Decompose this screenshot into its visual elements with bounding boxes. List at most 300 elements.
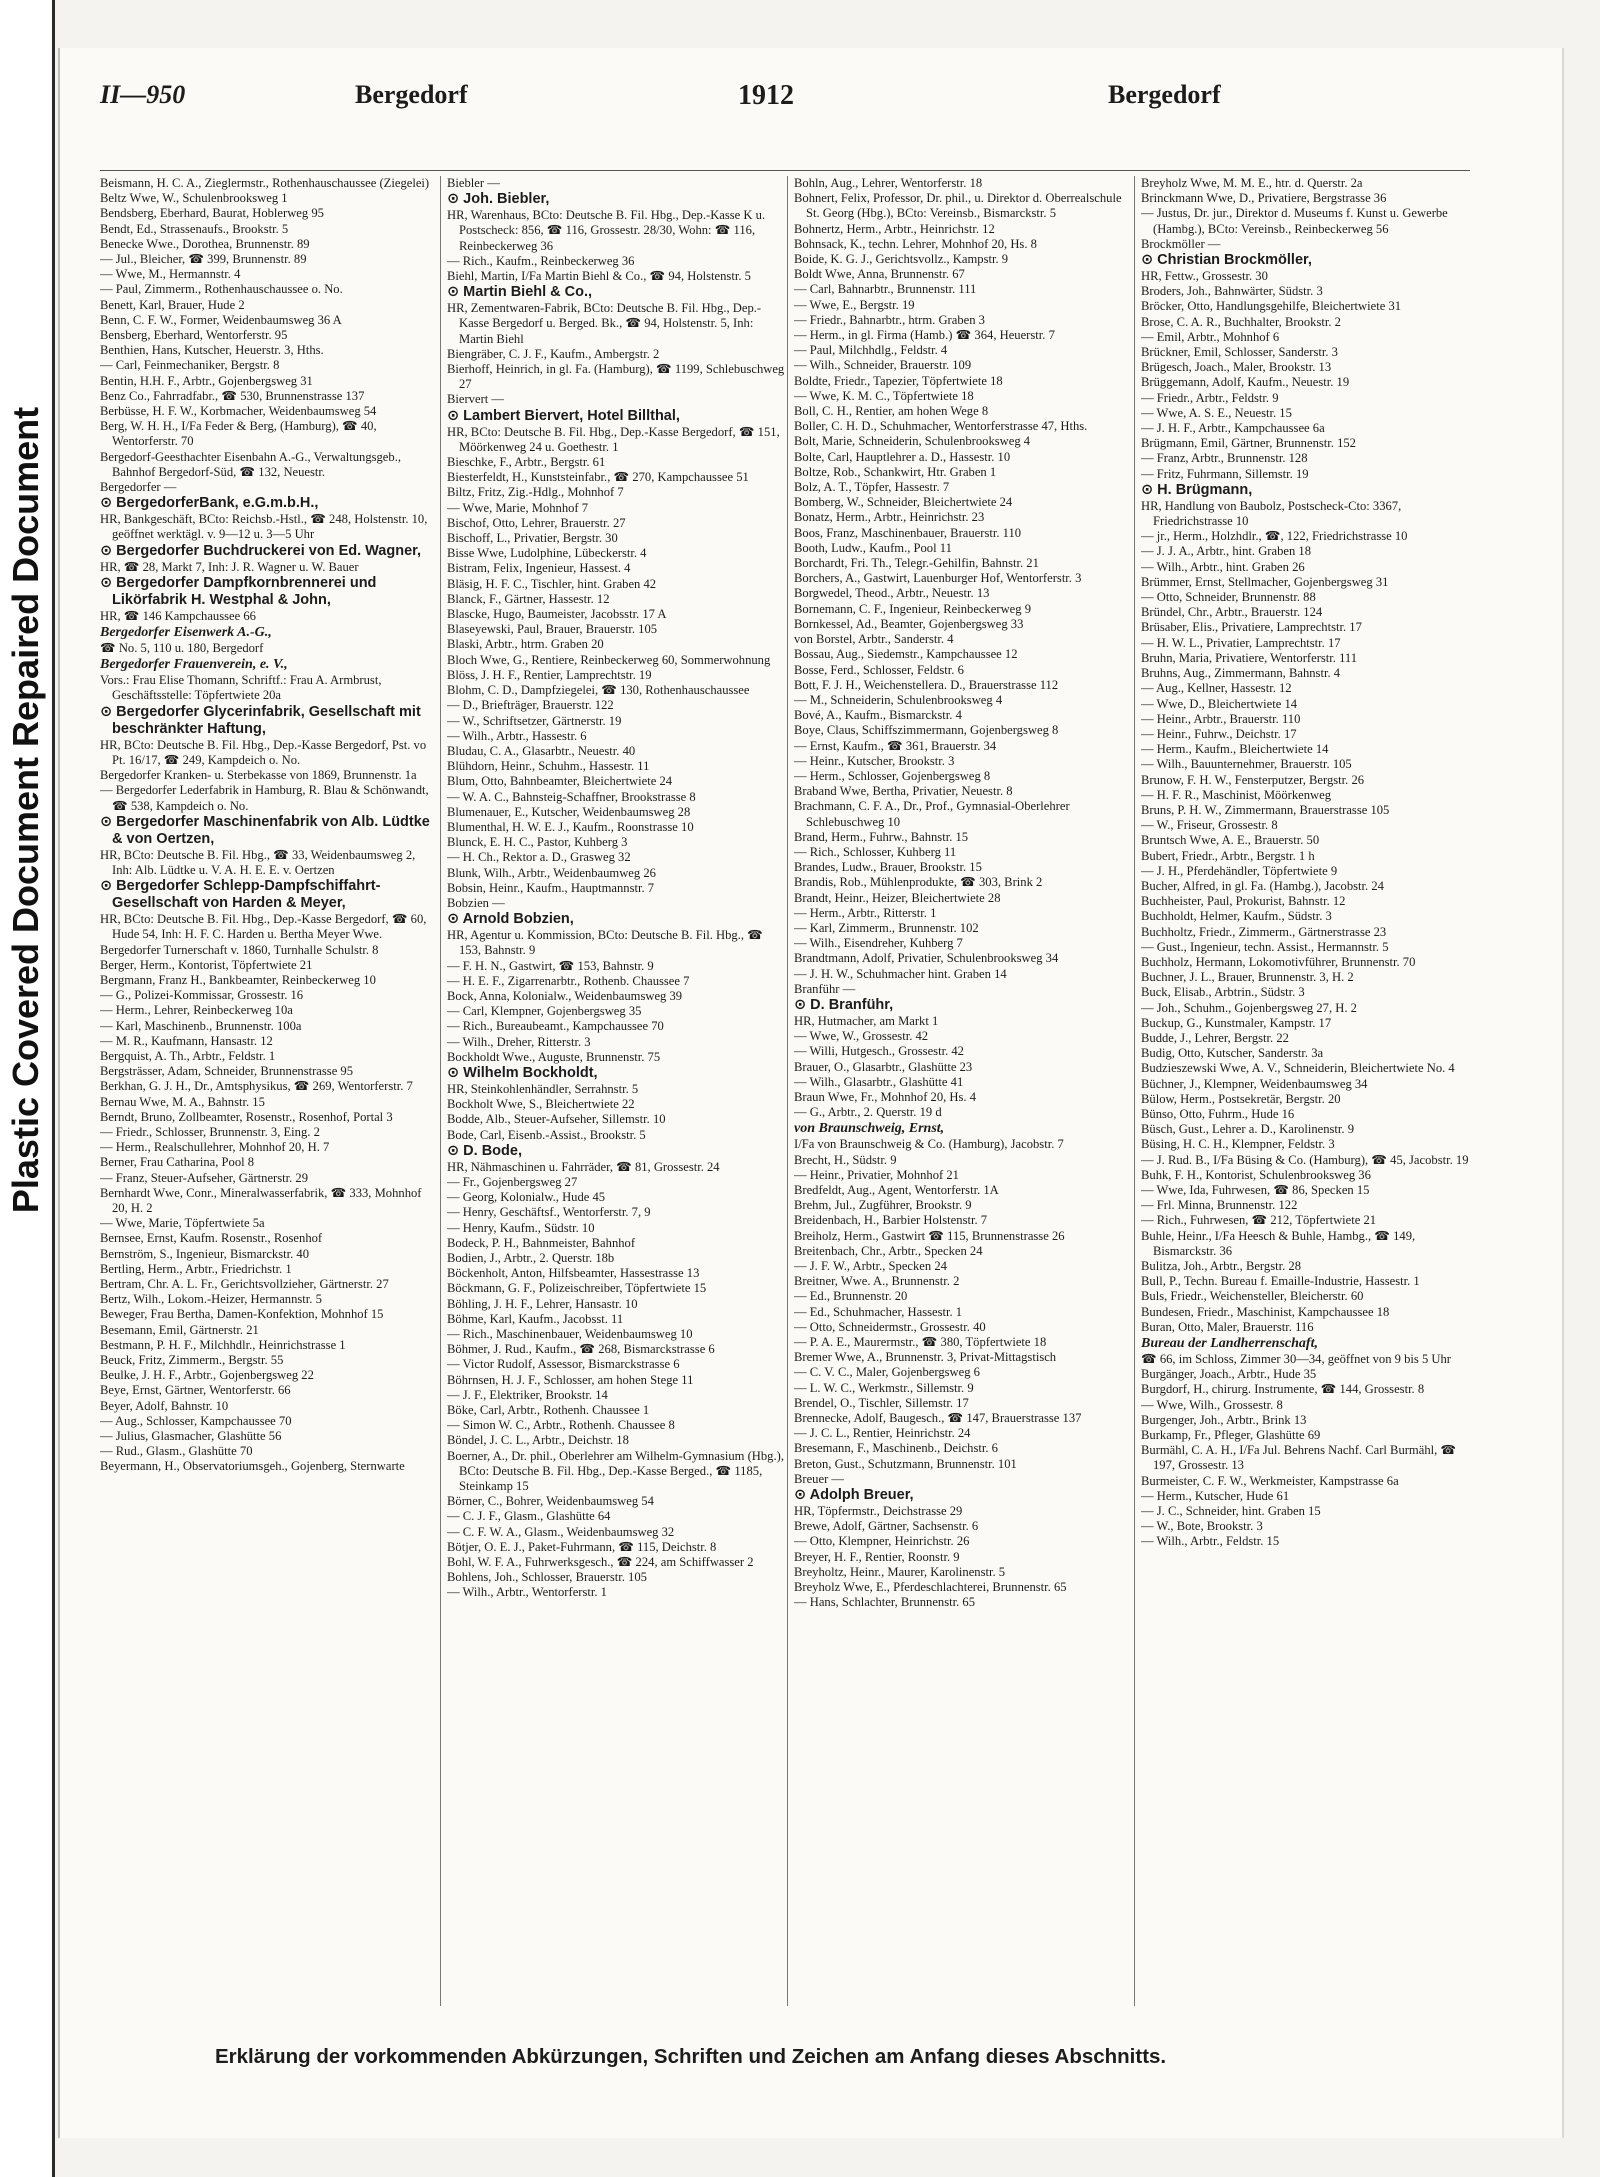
directory-entry: Bobsin, Heinr., Kaufm., Hauptmannstr. 7 [447,880,655,895]
directory-entry: — Joh., Schuhm., Gojenbergsweg 27, H. 2 [1141,1000,1357,1015]
directory-entry: Burkamp, Fr., Pfleger, Glashütte 69 [1141,1428,1321,1443]
directory-entry: Böhmer, J. Rud., Kaufm., ☎ 268, Bismarckstrasse 6 [447,1342,715,1357]
directory-entry: Bresemann, F., Maschinenb., Deichstr. 6 [794,1441,998,1456]
directory-entry: Büchner, J., Klempner, Weidenbaumsweg 34 [1141,1076,1368,1091]
directory-entry: Bruhn, Maria, Privatiere, Wentorferstr. 111 [1141,650,1358,665]
directory-entry: — Heinr., Arbtr., Brauerstr. 110 [1141,711,1301,726]
directory-entry: — J. Rud. B., I/Fa Büsing & Co. (Hamburg), ☎ 45, Jacobstr. 19 [1141,1152,1469,1167]
column-1 [100,176,441,2006]
directory-entry: Bötjer, O. E. J., Paket-Fuhrmann, ☎ 115, Deichstr. 8 [447,1539,717,1554]
directory-entry: Berg, W. H. H., I/Fa Feder & Berg, (Hamburg), ☎ 40, Wentorferstr. 70 [100,419,377,449]
directory-entry: — Wilh., Dreher, Ritterstr. 3 [447,1034,591,1049]
directory-entry: Bruntsch Wwe, A. E., Brauerstr. 50 [1141,833,1320,848]
directory-entry: HR, Bankgeschäft, BCto: Reichsb.-Hstl., ☎ 248, Holstenstr. 10, geöffnet werktägl. v. 9—12 u. 3—5 Uhr [100,512,428,542]
directory-entry: Bredfeldt, Aug., Agent, Wentorferstr. 1A [794,1183,999,1197]
directory-entry: Bergquist, A. Th., Arbtr., Feldstr. 1 [100,1048,276,1063]
directory-entry: — W., Friseur, Grossestr. 8 [1141,818,1278,833]
directory-entry: Bolt, Marie, Schneiderin, Schulenbrooksweg 4 [794,434,1031,449]
directory-entry: Biehl, Martin, I/Fa Martin Biehl & Co., ☎ 94, Holstenstr. 5 [447,269,751,284]
directory-entry: Brüsaber, Elis., Privatiere, Lamprechtstr. 17 [1141,620,1362,635]
directory-entry: — Aug., Kellner, Hassestr. 12 [1141,681,1292,696]
directory-entry: Böckenholt, Anton, Hilfsbeamter, Hassestrasse 13 [447,1266,700,1281]
directory-entry: — J. F. W., Arbtr., Specken 24 [794,1259,947,1274]
directory-entry: Blunk, Wilh., Arbtr., Weidenbaumweg 26 [447,865,656,880]
header-year: 1912 [738,80,794,111]
directory-entry: Breyholz Wwe, E., Pferdeschlachterei, Brunnenstr. 65 [794,1580,1067,1595]
directory-entry: HR, Zementwaren-Fabrik, BCto: Deutsche B. Fil. Hbg., Dep.-Kasse Bergedorf u. Berged. Bk., ☎ 94, Holstenstr. 5, Inh: Martin Biehl [447,301,762,346]
directory-entry: Bergedorfer — [100,480,177,495]
directory-entry: — Wilh., Glasarbtr., Glashütte 41 [794,1074,964,1089]
directory-entry: HR, Agentur u. Kommission, BCto: Deutsche B. Fil. Hbg., ☎ 153, Bahnstr. 9 [447,928,763,958]
directory-entry: — P. A. E., Maurermstr., ☎ 380, Töpfertwiete 18 [794,1335,1047,1350]
directory-entry: — Herm., Kaufm., Bleichertwiete 14 [1141,742,1329,757]
directory-entry: Burmähl, C. A. H., I/Fa Jul. Behrens Nachf. Carl Burmähl, ☎ 197, Grossestr. 13 [1141,1443,1457,1473]
directory-entry: Bull, P., Techn. Bureau f. Emaille-Industrie, Hassestr. 1 [1141,1274,1420,1289]
directory-entry: ☎ 66, im Schloss, Zimmer 30—34, geöffnet von 9 bis 5 Uhr [1141,1352,1451,1367]
directory-entry: — Friedr., Bahnarbtr., htrm. Graben 3 [794,312,985,327]
directory-entry: Bode, Carl, Eisenb.-Assist., Brookstr. 5 [447,1127,646,1142]
directory-entry: — Ed., Schuhmacher, Hassestr. 1 [794,1304,963,1319]
directory-entry: Buchholtz, Friedr., Zimmerm., Gärtnerstrasse 23 [1141,924,1387,939]
directory-entry: — Gust., Ingenieur, techn. Assist., Hermannstr. 5 [1141,939,1389,954]
header-rule [100,170,1470,171]
directory-entry: Breiholz, Herm., Gastwirt ☎ 115, Brunnenstrasse 26 [794,1228,1065,1243]
directory-entry: Bodde, Alb., Steuer-Aufseher, Sillemstr. 10 [447,1112,666,1127]
directory-entry: Böckmann, G. F., Polizeischreiber, Töpfertwiete 15 [447,1281,707,1296]
directory-entry: — Rich., Maschinenbauer, Weidenbaumsweg 10 [447,1327,693,1342]
directory-entry: Benn, C. F. W., Former, Weidenbaumsweg 36 A [100,312,342,327]
directory-entry: Buckup, G., Kunstmaler, Kampstr. 17 [1141,1015,1332,1030]
column-4 [1141,176,1470,2006]
directory-entry: Boldt Wwe, Anna, Brunnenstr. 67 [794,267,965,282]
directory-entry: — J. J. A., Arbtr., hint. Graben 18 [1141,544,1312,559]
directory-entry: Borchers, A., Gastwirt, Lauenburger Hof, Wentorferstr. 3 [794,571,1082,586]
directory-entry: Berbüsse, H. F. W., Korbmacher, Weidenbaumsweg 54 [100,404,377,419]
directory-entry: — Wwe, D., Bleichertwiete 14 [1141,696,1298,711]
directory-entry: ⊙ D. Branführ, [794,996,894,1013]
directory-entry: — Carl, Bahnarbtr., Brunnenstr. 111 [794,282,977,297]
directory-entry: Böhrnsen, H. J. F., Schlosser, am hohen Stege 11 [447,1372,694,1387]
directory-entry: Bohnsack, K., techn. Lehrer, Mohnhof 20, Hs. 8 [794,236,1037,251]
directory-entry: — G., Polizei-Kommissar, Grossestr. 16 [100,988,304,1003]
directory-entry: Brecht, H., Südstr. 9 [794,1152,897,1167]
directory-entry: Bensberg, Eberhard, Wentorferstr. 95 [100,328,288,343]
directory-entry: Bové, A., Kaufm., Bismarckstr. 4 [794,708,962,723]
directory-entry: Breyholtz, Heinr., Maurer, Karolinenstr. 5 [794,1564,1006,1579]
directory-entry: Beuck, Fritz, Zimmerm., Bergstr. 55 [100,1353,284,1367]
directory-entry: Bernsee, Ernst, Kaufm. Rosenstr., Rosenhof [100,1231,323,1246]
directory-entry: — G., Arbtr., 2. Querstr. 19 d [794,1105,942,1120]
column-3 [794,176,1135,2006]
directory-entry: Bornkessel, Ad., Beamter, Gojenbergsweg 33 [794,616,1024,631]
directory-entry: Brüggemann, Adolf, Kaufm., Neuestr. 19 [1141,375,1350,390]
directory-entry: Beyer, Adolf, Bahnstr. 10 [100,1398,229,1413]
directory-entry: Bremer Wwe, A., Brunnenstr. 3, Privat-Mittagstisch [794,1350,1057,1365]
directory-entry: — Henry, Geschäftsf., Wentorferstr. 7, 9 [447,1205,651,1220]
directory-columns [100,176,1470,2006]
directory-entry: — Friedr., Arbtr., Feldstr. 9 [1141,390,1279,405]
directory-entry: — Paul, Zimmerm., Rothenhauschaussee o. No. [100,282,343,297]
directory-entry: Blumenthal, H. W. E. J., Kaufm., Roonstrasse 10 [447,819,694,834]
directory-entry: — H. Ch., Rektor a. D., Grasweg 32 [447,850,631,865]
directory-entry: Blanck, F., Gärtner, Hassestr. 12 [447,591,610,606]
directory-entry: ⊙ D. Bode, [447,1142,522,1159]
directory-entry: — Georg, Kolonialw., Hude 45 [447,1190,606,1205]
directory-entry: — Hans, Schlachter, Brunnenstr. 65 [794,1595,976,1610]
directory-entry: Burmeister, C. F. W., Werkmeister, Kampstrasse 6a [1141,1473,1399,1488]
directory-entry: Bülow, Herm., Postsekretär, Bergstr. 20 [1141,1091,1341,1106]
directory-entry: Buchholdt, Helmer, Kaufm., Südstr. 3 [1141,909,1332,924]
directory-entry: Breyholz Wwe, M. M. E., htr. d. Querstr. 2a [1141,176,1363,190]
directory-entry: — Rich., Bureaubeamt., Kampchaussee 70 [447,1019,664,1034]
directory-entry: — Ed., Brunnenstr. 20 [794,1289,908,1304]
directory-entry: Bloch Wwe, G., Rentiere, Reinbeckerweg 60, Sommerwohnung [447,652,771,667]
directory-entry: Budde, J., Lehrer, Bergstr. 22 [1141,1030,1289,1045]
directory-entry: — Franz, Arbtr., Brunnenstr. 128 [1141,451,1308,466]
directory-entry: HR, BCto: Deutsche B. Fil. Hbg., Dep.-Kasse Bergedorf, ☎ 151, Möörkenweg 24 u. Goethestr. 1 [447,424,780,454]
directory-entry: Boll, C. H., Rentier, am hohen Wege 8 [794,404,989,419]
directory-entry: ⊙ BergedorferBank, e.G.m.b.H., [100,495,319,512]
directory-entry: Besemann, Emil, Gärtnerstr. 21 [100,1322,259,1337]
directory-entry: — Jul., Bleicher, ☎ 399, Brunnenstr. 89 [100,252,307,267]
directory-entry: — Rich., Schlosser, Kuhberg 11 [794,844,957,859]
directory-entry: Berger, Herm., Kontorist, Töpfertwiete 21 [100,957,313,972]
directory-entry: Bergedorfer Turnerschaft v. 1860, Turnhalle Schulstr. 8 [100,942,379,957]
directory-entry: Blum, Otto, Bahnbeamter, Bleichertwiete 24 [447,774,673,789]
directory-entry: Boldte, Friedr., Tapezier, Töpfertwiete 18 [794,373,1003,388]
directory-entry: Bockholt Wwe, S., Bleichertwiete 22 [447,1097,635,1112]
directory-entry: Beulke, J. H. F., Arbtr., Gojenbergsweg 22 [100,1368,314,1383]
directory-entry: — J. H. W., Schuhmacher hint. Graben 14 [794,966,1007,981]
directory-entry: — C. F. W. A., Glasm., Weidenbaumsweg 32 [447,1524,675,1539]
directory-entry: Brunow, F. H. W., Fensterputzer, Bergstr. 26 [1141,772,1365,787]
directory-entry: Brügesch, Joach., Maler, Brookstr. 13 [1141,360,1332,375]
directory-entry: HR, BCto: Deutsche B. Fil. Hbg., Dep.-Kasse Bergedorf, ☎ 60, Hude 54, Inh: H. F. C. Harden u. Bertha Meyer Wwe. [100,912,427,942]
directory-entry: Bonatz, Herm., Arbtr., Heinrichstr. 23 [794,510,985,525]
directory-entry: Bureau der Landherrenschaft, [1141,1336,1318,1352]
directory-entry: Bierhoff, Heinrich, in gl. Fa. (Hamburg), ☎ 1199, Schlebuschweg 27 [447,362,785,392]
directory-entry: — Otto, Schneidermstr., Grossestr. 40 [794,1319,986,1334]
directory-entry: Biengräber, C. J. F., Kaufm., Ambergstr. 2 [447,346,660,361]
directory-entry: Brewe, Adolf, Gärtner, Sachsenstr. 6 [794,1519,979,1534]
directory-entry: Blohm, C. D., Dampfziegelei, ☎ 130, Rothenhauschaussee [447,683,750,698]
directory-entry: Brockmöller — [1141,236,1221,251]
directory-entry: — Herm., Kutscher, Hude 61 [1141,1488,1290,1503]
directory-entry: Breitner, Wwe. A., Brunnenstr. 2 [794,1274,960,1289]
directory-entry: Bergedorfer Frauenverein, e. V., [100,657,288,673]
directory-entry: — Carl, Klempner, Gojenbergsweg 35 [447,1004,642,1019]
directory-entry: Bisse Wwe, Ludolphine, Lübeckerstr. 4 [447,546,647,561]
directory-entry: Bertling, Herm., Arbtr., Friedrichstr. 1 [100,1261,292,1276]
directory-entry: Beyermann, H., Observatoriumsgeh., Gojenberg, Sternwarte [100,1459,405,1474]
directory-entry: — M., Schneiderin, Schulenbrooksweg 4 [794,692,1003,707]
directory-entry: Bergedorfer Kranken- u. Sterbekasse von 1869, Brunnenstr. 1a [100,768,417,783]
directory-entry: Böke, Carl, Arbtr., Rothenh. Chaussee 1 [447,1403,650,1418]
directory-entry: Berkhan, G. J. H., Dr., Amtsphysikus, ☎ 269, Wentorferstr. 7 [100,1079,413,1094]
directory-entry: Bornemann, C. F., Ingenieur, Reinbeckerweg 9 [794,601,1032,616]
directory-entry: Bodeck, P. H., Bahnmeister, Bahnhof [447,1235,636,1250]
directory-entry: Budzieszewski Wwe, A. V., Schneiderin, Bleichertwiete No. 4 [1141,1061,1455,1076]
directory-entry: Bentin, H.H. F., Arbtr., Gojenbergsweg 31 [100,373,313,388]
directory-entry: Buhle, Heinr., I/Fa Heesch & Buhle, Hambg., ☎ 149, Bismarckstr. 36 [1141,1228,1416,1258]
directory-entry: Beltz Wwe, W., Schulenbrooksweg 1 [100,191,288,206]
directory-entry: — Herm., Schlosser, Gojenbergsweg 8 [794,768,991,783]
directory-entry: — Wilh., Arbtr., Feldstr. 15 [1141,1534,1280,1549]
directory-entry: Burgenger, Joh., Arbtr., Brink 13 [1141,1412,1307,1427]
directory-entry: Biesterfeldt, H., Kunststeinfabr., ☎ 270, Kampchaussee 51 [447,470,749,485]
directory-entry: — Wilh., Arbtr., Hassestr. 6 [447,728,587,743]
directory-entry: HR, Fettw., Grossestr. 30 [1141,269,1268,284]
directory-entry: — Wilh., Arbtr., hint. Graben 26 [1141,559,1305,574]
directory-entry: Boltze, Rob., Schankwirt, Htr. Graben 1 [794,464,997,479]
directory-entry: — jr., Herm., Holzhdlr., ☎, 122, Friedrichstrasse 10 [1141,529,1408,544]
directory-entry: Budig, Otto, Kutscher, Sanderstr. 3a [1141,1046,1324,1061]
directory-entry: Buls, Friedr., Weichensteller, Bleicherstr. 60 [1141,1289,1364,1304]
directory-entry: — Henry, Kaufm., Südstr. 10 [447,1220,595,1235]
directory-entry: — D., Briefträger, Brauerstr. 122 [447,698,614,713]
directory-entry: Berndt, Bruno, Zollbeamter, Rosenstr., Rosenhof, Portal 3 [100,1109,393,1124]
directory-entry: Bestmann, P. H. F., Milchhdlr., Heinrichstrasse 1 [100,1337,346,1352]
directory-entry: — J. C. L., Rentier, Heinrichstr. 24 [794,1426,971,1441]
directory-entry: — Otto, Klempner, Heinrichstr. 26 [794,1534,970,1549]
directory-entry: Brückner, Emil, Schlosser, Sanderstr. 3 [1141,345,1338,360]
directory-entry: Büsch, Gust., Lehrer a. D., Karolinenstr. 9 [1141,1122,1354,1137]
directory-entry: Bröcker, Otto, Handlungsgehilfe, Bleichertwiete 31 [1141,299,1402,314]
directory-entry: — Carl, Feinmechaniker, Bergstr. 8 [100,358,280,373]
directory-entry: Brehm, Jul., Zugführer, Brookstr. 9 [794,1198,972,1213]
directory-entry: — H. F. R., Maschinist, Möörkenweg [1141,787,1331,802]
directory-entry: — W., Bote, Brookstr. 3 [1141,1519,1263,1534]
directory-entry: Broders, Joh., Bahnwärter, Südstr. 3 [1141,284,1323,299]
directory-entry: HR, Hutmacher, am Markt 1 [794,1013,939,1028]
directory-entry: — Wwe, K. M. C., Töpfertwiete 18 [794,388,974,403]
directory-entry: — Rich., Fuhrwesen, ☎ 212, Töpfertwiete 21 [1141,1213,1377,1228]
directory-entry: Brand, Herm., Fuhrw., Bahnstr. 15 [794,829,969,844]
directory-entry: — Justus, Dr. jur., Direktor d. Museums f. Kunst u. Gewerbe (Hambg.), BCto: Vereinsb., Reinbeckerweg 56 [1141,206,1448,236]
directory-entry: — Wwe, A. S. E., Neuestr. 15 [1141,405,1292,420]
directory-entry: — H. W. L., Privatier, Lamprechtstr. 17 [1141,635,1341,650]
directory-entry: HR, ☎ 146 Kampchaussee 66 [100,608,256,623]
directory-entry: Bundesen, Friedr., Maschinist, Kampchaussee 18 [1141,1304,1390,1319]
directory-entry: — Wwe, Marie, Töpfertwiete 5a [100,1216,265,1231]
directory-entry: Böhling, J. H. F., Lehrer, Hansastr. 10 [447,1296,638,1311]
directory-entry: ⊙ H. Brügmann, [1141,481,1253,498]
directory-entry: Bruhns, Aug., Zimmermann, Bahnstr. 4 [1141,666,1341,681]
directory-entry: Blaseyewski, Paul, Brauer, Brauerstr. 105 [447,622,658,637]
directory-entry: — Paul, Milchhdlg., Feldstr. 4 [794,343,948,358]
directory-entry: Brandis, Rob., Mühlenprodukte, ☎ 303, Brink 2 [794,875,1043,890]
directory-entry: ⊙ Martin Biehl & Co., [447,284,593,301]
directory-entry: Benett, Karl, Brauer, Hude 2 [100,297,245,312]
directory-entry: Boller, C. H. D., Schuhmacher, Wentorferstrasse 47, Hths. [794,419,1088,434]
directory-entry: ⊙ Bergedorfer Maschinenfabrik von Alb. Lüdtke & von Oertzen, [100,813,430,847]
directory-entry: Boerner, A., Dr. phil., Oberlehrer am Wilhelm-Gymnasium (Hbg.), BCto: Deutsche B. Fil. Hbg., Dep.-Kasse Berged., ☎ 1185, Steinkamp 15 [447,1448,784,1494]
directory-entry: ⊙ Bergedorfer Dampfkornbrennerei und Likörfabrik H. Westphal & John, [100,574,377,608]
directory-entry: Boos, Franz, Maschinenbauer, Brauerstr. 110 [794,525,1022,540]
directory-entry: — Heinr., Kutscher, Brookstr. 3 [794,753,955,768]
directory-entry: Blühdorn, Heinr., Schuhm., Hassestr. 11 [447,759,650,774]
directory-entry: — L. W. C., Werkmstr., Sillemstr. 9 [794,1380,974,1395]
directory-entry: Brinckmann Wwe, D., Privatiere, Bergstrasse 36 [1141,191,1387,206]
directory-entry: Bistram, Felix, Ingenieur, Hassest. 4 [447,561,631,576]
directory-entry: — Otto, Schneider, Brunnenstr. 88 [1141,590,1316,605]
directory-entry: Böndel, J. C. L., Arbtr., Deichstr. 18 [447,1433,629,1448]
directory-entry: HR, BCto: Deutsche B. Fil. Hbg., ☎ 33, Weidenbaumsweg 2, Inh: Alb. Lüdtke u. V. A. H. E. E. v. Oertzen [100,847,416,877]
directory-entry: Breidenbach, H., Barbier Holstenstr. 7 [794,1213,988,1228]
directory-entry: ⊙ Adolph Breuer, [794,1487,914,1504]
directory-entry: Bünso, Otto, Fuhrm., Hude 16 [1141,1106,1295,1121]
directory-entry: — Wwe, Marie, Mohnhof 7 [447,500,589,515]
directory-entry: Brümmer, Ernst, Stellmacher, Gojenbergsweg 31 [1141,574,1389,589]
directory-entry: Bohl, W. F. A., Fuhrwerksgesch., ☎ 224, am Schiffwasser 2 [447,1555,754,1570]
directory-entry: — Wwe, Ida, Fuhrwesen, ☎ 86, Specken 15 [1141,1183,1370,1197]
directory-entry: ⊙ Bergedorfer Glycerinfabrik, Gesellschaft mit beschränkter Haftung, [100,703,421,737]
directory-entry: ⊙ Joh. Biebler, [447,191,550,208]
directory-entry: Braun Wwe, Fr., Mohnhof 20, Hs. 4 [794,1089,977,1104]
directory-entry: — Heinr., Privatier, Mohnhof 21 [794,1167,959,1182]
directory-entry: Brennecke, Adolf, Baugesch., ☎ 147, Brauerstrasse 137 [794,1411,1082,1426]
directory-entry: Breuer — [794,1471,845,1486]
directory-entry: Bolz, A. T., Töpfer, Hassestr. 7 [794,480,950,495]
directory-entry: — M. R., Kaufmann, Hansastr. 12 [100,1033,273,1048]
directory-entry: HR, Töpfermstr., Deichstrasse 29 [794,1504,963,1519]
directory-entry: — Simon W. C., Arbtr., Rothenh. Chaussee 8 [447,1418,675,1433]
directory-entry: I/Fa von Braunschweig & Co. (Hamburg), Jacobstr. 7 [794,1137,1064,1152]
directory-entry: Blunck, E. H. C., Pastor, Kuhberg 3 [447,835,628,850]
directory-entry: Bergmann, Franz H., Bankbeamter, Reinbeckerweg 10 [100,972,376,987]
directory-entry: Buhk, F. H., Kontorist, Schulenbrooksweg 36 [1141,1167,1371,1182]
directory-entry: Bläsig, H. F. C., Tischler, hint. Graben 42 [447,576,657,591]
directory-entry: — Franz, Steuer-Aufseher, Gärtnerstr. 29 [100,1170,309,1185]
directory-entry: Brauer, O., Glasarbtr., Glashütte 23 [794,1059,973,1074]
directory-entry: Blascke, Hugo, Baumeister, Jacobsstr. 17 A [447,607,667,622]
directory-entry: Borchardt, Fri. Th., Telegr.-Gehilfin, Bahnstr. 21 [794,556,1039,571]
directory-entry: Bertram, Chr. A. L. Fr., Gerichtsvollzieher, Gärtnerstr. 27 [100,1276,389,1291]
directory-entry: Bruns, P. H. W., Zimmermann, Brauerstrasse 105 [1141,802,1390,817]
directory-entry: — J. H., Pferdehändler, Töpfertwiete 9 [1141,863,1338,878]
directory-entry: — Bergedorfer Lederfabrik in Hamburg, R. Blau & Schönwandt, ☎ 538, Kampdeich o. No. [100,783,429,813]
directory-entry: Bohnert, Felix, Professor, Dr. phil., u. Direktor d. Oberrealschule St. Georg (Hbg.), BCto: Vereinsb., Bismarckstr. 5 [794,191,1122,221]
directory-entry: HR, Warenhaus, BCto: Deutsche B. Fil. Hbg., Dep.-Kasse K u. Postscheck: 856, ☎ 116, Grossestr. 28/30, Wohn: ☎ 116, Reinbeckerweg 36 [447,208,766,253]
directory-entry: Bohnertz, Herm., Arbtr., Heinrichstr. 12 [794,221,995,236]
directory-entry: Boide, K. G. J., Gerichtsvollz., Kampstr. 9 [794,252,1009,267]
directory-entry: Börner, C., Bohrer, Weidenbaumsweg 54 [447,1494,654,1509]
column-2 [447,176,788,2006]
directory-entry: — Emil, Arbtr., Mohnhof 6 [1141,329,1280,344]
directory-entry: Bertz, Wilh., Lokom.-Heizer, Hermannstr. 5 [100,1292,322,1307]
directory-entry: — Wilh., Schneider, Brauerstr. 109 [794,358,972,373]
directory-entry: ⊙ Bergedorfer Buchdruckerei von Ed. Wagner, [100,542,422,559]
directory-entry: — C. J. F., Glasm., Glashütte 64 [447,1509,611,1524]
directory-entry: — Wwe, M., Hermannstr. 4 [100,267,241,282]
directory-entry: — J. F., Elektriker, Brookstr. 14 [447,1387,608,1402]
directory-entry: — Rud., Glasm., Glashütte 70 [100,1444,253,1459]
directory-entry: — Wwe, W., Grossestr. 42 [794,1029,929,1044]
directory-entry: — C. V. C., Maler, Gojenbergsweg 6 [794,1365,980,1380]
directory-entry: ⊙ Wilhelm Bockholdt, [447,1064,598,1081]
directory-entry: — Fritz, Fuhrmann, Sillemstr. 19 [1141,466,1309,481]
directory-entry: — Herm., Realschullehrer, Mohnhof 20, H. 7 [100,1140,330,1155]
directory-entry: ⊙ Arnold Bobzien, [447,911,574,928]
directory-entry: Buran, Otto, Maler, Brauerstr. 116 [1141,1319,1314,1334]
directory-entry: Brachmann, C. F. A., Dr., Prof., Gymnasial-Oberlehrer Schlebuschweg 10 [794,799,1070,829]
directory-entry: Beye, Ernst, Gärtner, Wentorferstr. 66 [100,1383,291,1398]
directory-entry: — Fr., Gojenbergsweg 27 [447,1174,578,1189]
directory-entry: Bernau Wwe, M. A., Bahnstr. 15 [100,1094,265,1109]
directory-entry: — W. A. C., Bahnsteig-Schaffner, Brookstrasse 8 [447,789,696,804]
directory-entry: Bernström, S., Ingenieur, Bismarckstr. 40 [100,1246,310,1261]
directory-entry: Benz Co., Fahrradfabr., ☎ 530, Brunnenstrasse 137 [100,388,365,403]
directory-entry: Bomberg, W., Schneider, Bleichertwiete 24 [794,495,1013,510]
directory-entry: Bendsberg, Eberhard, Baurat, Hoblerweg 95 [100,206,324,221]
directory-entry: — Rich., Kaufm., Reinbeckerweg 36 [447,253,635,268]
directory-entry: Bubert, Friedr., Arbtr., Bergstr. 1 h [1141,848,1315,863]
directory-entry: Bernhardt Wwe, Conr., Mineralwasserfabrik, ☎ 333, Mohnhof 20, H. 2 [100,1185,422,1215]
directory-entry: — Wwe, Wilh., Grossestr. 8 [1141,1397,1283,1412]
directory-entry: Böhme, Karl, Kaufm., Jacobsst. 11 [447,1311,624,1326]
directory-entry: Bodien, J., Arbtr., 2. Querstr. 18b [447,1251,615,1265]
sticker-text: Plastic Covered Document Repaired Document [5,406,46,1214]
directory-entry: Beweger, Frau Bertha, Damen-Konfektion, Mohnhof 15 [100,1307,384,1322]
directory-entry: — Victor Rudolf, Assessor, Bismarckstrasse 6 [447,1357,680,1372]
directory-entry: — Karl, Zimmerm., Brunnenstr. 102 [794,920,979,935]
directory-entry: — Wilh., Bauunternehmer, Brauerstr. 105 [1141,757,1352,772]
directory-entry: Buchner, J. L., Brauer, Brunnenstr. 3, H. 2 [1141,970,1354,985]
directory-entry: ⊙ Lambert Biervert, Hotel Billthal, [447,407,680,424]
directory-entry: Benthien, Hans, Kutscher, Heuerstr. 3, Hths. [100,343,324,358]
directory-entry: Bossau, Aug., Siedemstr., Kampchaussee 12 [794,647,1018,662]
directory-entry: — Herm., in gl. Firma (Hamb.) ☎ 364, Heuerstr. 7 [794,328,1055,343]
library-sticker [0,120,52,1250]
directory-entry: — Wilh., Eisendreher, Kuhberg 7 [794,936,963,951]
directory-entry: Brose, C. A. R., Buchhalter, Brookstr. 2 [1141,314,1341,329]
directory-entry: — Frl. Minna, Brunnenstr. 122 [1141,1198,1298,1213]
directory-entry: Breitenbach, Chr., Arbtr., Specken 24 [794,1243,983,1258]
directory-entry: ⊙ Bergedorfer Schlepp-Dampfschiffahrt-Gesellschaft von Harden & Meyer, [100,878,381,912]
directory-entry: — J. C., Schneider, hint. Graben 15 [1141,1504,1321,1519]
directory-entry: — Ernst, Kaufm., ☎ 361, Brauerstr. 34 [794,738,997,753]
directory-entry: — Willi, Hutgesch., Grossestr. 42 [794,1044,964,1059]
directory-entry: — H. E. F., Zigarrenarbtr., Rothenb. Chaussee 7 [447,973,690,988]
directory-entry: Bobzien — [447,895,505,910]
directory-entry: — Julius, Glasmacher, Glashütte 56 [100,1429,282,1444]
directory-entry: ☎ No. 5, 110 u. 180, Bergedorf [100,641,264,656]
directory-entry: HR, ☎ 28, Markt 7, Inh: J. R. Wagner u. W. Bauer [100,559,359,574]
directory-entry: Büsing, H. C. H., Klempner, Feldstr. 3 [1141,1137,1335,1152]
directory-entry: Buchholz, Hermann, Lokomotivführer, Brunnenstr. 70 [1141,954,1416,969]
directory-entry: Burgdorf, H., chirurg. Instrumente, ☎ 144, Grossestr. 8 [1141,1382,1425,1397]
directory-entry: Burgänger, Joach., Arbtr., Hude 35 [1141,1367,1317,1382]
directory-entry: Bischof, Otto, Lehrer, Brauerstr. 27 [447,515,626,530]
directory-entry: Vors.: Frau Elise Thomann, Schriftf.: Frau A. Armbrust, Geschäftsstelle: Töpfertwiete 20a [100,673,382,703]
directory-entry: — J. H. F., Arbtr., Kampchaussee 6a [1141,421,1325,436]
directory-entry: — Wwe, E., Bergstr. 19 [794,297,915,312]
directory-entry: Bieschke, F., Arbtr., Bergstr. 61 [447,455,606,470]
header-place-right: Bergedorf [1108,80,1221,109]
directory-entry: Branführ — [794,981,856,996]
directory-entry: von Braunschweig, Ernst, [794,1121,945,1137]
directory-entry: HR, Nähmaschinen u. Fahrräder, ☎ 81, Grossestr. 24 [447,1159,720,1174]
directory-entry: Blaski, Arbtr., htrm. Graben 20 [447,637,604,652]
directory-entry: Bohln, Aug., Lehrer, Wentorferstr. 18 [794,176,983,190]
directory-entry: — Friedr., Schlosser, Brunnenstr. 3, Eing. 2 [100,1124,320,1139]
directory-entry: Boye, Claus, Schiffszimmermann, Gojenbergsweg 8 [794,723,1059,738]
directory-entry: — Herm., Arbtr., Ritterstr. 1 [794,905,937,920]
directory-entry: Bergedorfer Eisenwerk A.-G., [100,625,272,641]
abbreviation-note: Erklärung der vorkommenden Abkürzungen, Schriften und Zeichen am Anfang dieses Abschnitts. [215,2045,1167,2068]
directory-entry: Bergsträsser, Adam, Schneider, Brunnenstrasse 95 [100,1064,354,1079]
directory-entry: Biebler — [447,176,500,190]
